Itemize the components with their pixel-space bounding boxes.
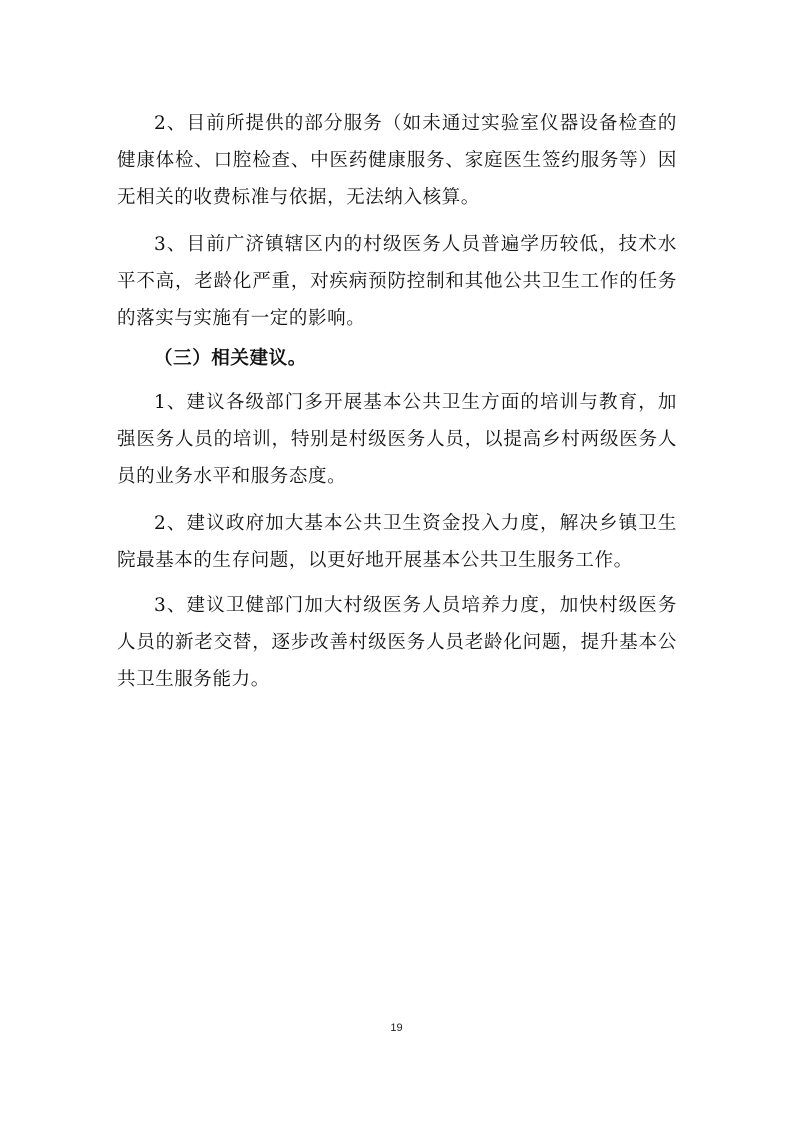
paragraph-suggestion-personnel: 3、建议卫健部门加大村级医务人员培养力度，加快村级医务人员的新老交替，逐步改善村级医务人员老龄化问题，提升基本公共卫生服务能力。	[117, 595, 677, 690]
paragraph-suggestion-training: 1、建议各级部门多开展基本公共卫生方面的培训与教育，加强医务人员的培训，特别是村级医务人员，以提高乡村两级医务人员的业务水平和服务态度。	[117, 392, 677, 487]
section-heading-suggestions: （三）相关建议。	[154, 348, 307, 369]
paragraph-service-accounting: 2、目前所提供的部分服务（如未通过实验室仪器设备检查的健康体检、口腔检查、中医药健康服务、家庭医生签约服务等）因无相关的收费标准与依据，无法纳入核算。	[117, 113, 677, 208]
paragraph-village-staff: 3、目前广济镇辖区内的村级医务人员普遍学历较低，技术水平不高，老龄化严重，对疾病预防控制和其他公共卫生工作的任务的落实与实施有一定的影响。	[117, 234, 677, 329]
paragraph-suggestion-funding: 2、建议政府加大基本公共卫生资金投入力度，解决乡镇卫生院最基本的生存问题，以更好地开展基本公共卫生服务工作。	[117, 513, 677, 571]
page-number: 19	[390, 1022, 403, 1034]
